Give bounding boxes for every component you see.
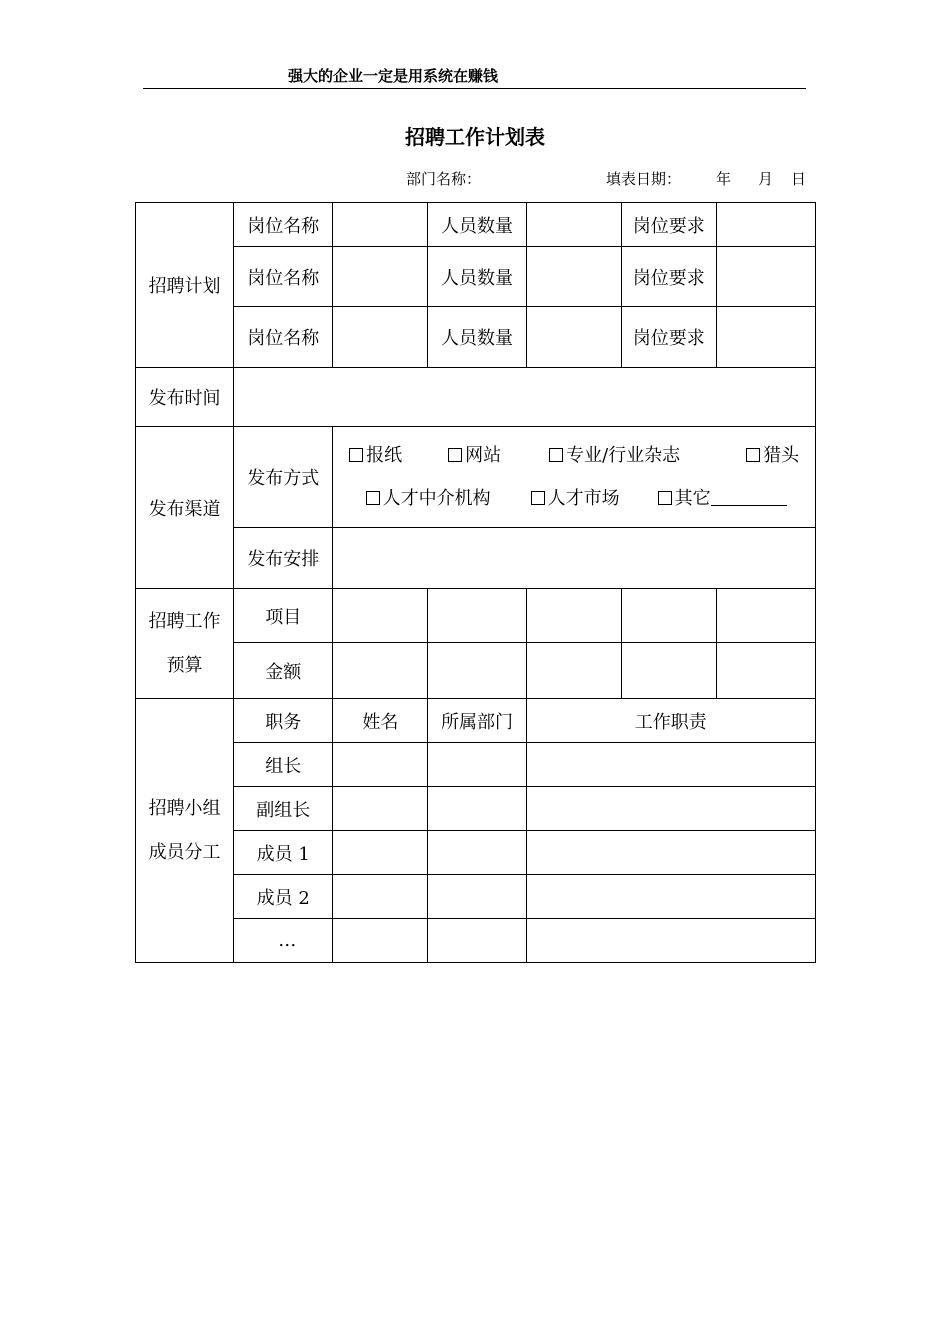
publish-schedule-cell[interactable] [333,528,816,589]
budget-section-label [136,589,234,699]
team-header-department: 所属部门 [428,699,526,743]
date-label: 填表日期： [606,170,682,188]
team-duties-cell[interactable] [526,831,815,875]
position-name-cell[interactable] [333,247,428,307]
headcount-cell[interactable] [526,247,621,307]
headcount-cell[interactable] [526,203,621,247]
team-member-row [136,787,816,831]
team-header-name: 姓名 [333,699,428,743]
publish-schedule-row [136,528,816,589]
position-requirement-label: 岗位要求 [621,247,716,307]
team-department-cell[interactable] [428,919,526,963]
option-label: 其它 [674,488,711,509]
position-name-label: 岗位名称 [234,247,333,307]
budget-item-cell[interactable] [716,589,815,643]
team-section-line: 成员分工 [148,841,221,863]
option-website[interactable] [448,434,501,477]
option-headhunter[interactable] [746,434,799,477]
option-label: 人才中介机构 [382,488,491,509]
budget-item-cell[interactable] [428,589,526,643]
publish-time-row [136,368,816,427]
team-department-cell[interactable] [428,743,526,787]
option-talent-agency[interactable] [366,477,491,520]
option-other[interactable] [658,477,787,520]
team-duties-cell[interactable] [526,919,815,963]
department-label: 部门名称： [406,170,482,188]
option-label: 网站 [465,445,502,466]
page-header-slogan: 强大的企业一定是用系统在赚钱 [288,67,499,85]
headcount-label: 人员数量 [428,247,526,307]
team-department-cell[interactable] [428,875,526,919]
plan-row [136,307,816,368]
options-row [333,434,815,477]
team-role-label: 成员 1 [234,831,333,875]
form-title: 招聘工作计划表 [405,125,545,149]
plan-row [136,247,816,307]
publish-time-label: 发布时间 [136,368,234,427]
budget-amount-cell[interactable] [716,643,815,699]
team-section-label [136,699,234,963]
budget-section-line: 预算 [166,654,203,676]
team-header-role: 职务 [234,699,333,743]
team-member-row [136,743,816,787]
option-label: 人才市场 [547,488,620,509]
team-name-cell[interactable] [333,919,428,963]
position-requirement-cell[interactable] [716,307,815,368]
budget-amount-cell[interactable] [526,643,621,699]
option-label: 专业/行业杂志 [566,445,681,466]
budget-item-row [136,589,816,643]
team-header-row [136,699,816,743]
checkbox-icon [366,491,380,505]
budget-amount-label: 金额 [234,643,333,699]
checkbox-icon [349,448,363,462]
recruitment-plan-table [135,202,816,963]
checkbox-icon [531,491,545,505]
team-member-row [136,919,816,963]
channel-section-label: 发布渠道 [136,427,234,589]
option-industry-magazine[interactable] [549,434,680,477]
budget-amount-cell[interactable] [428,643,526,699]
position-name-cell[interactable] [333,203,428,247]
position-requirement-label: 岗位要求 [621,307,716,368]
publish-time-cell[interactable] [234,368,816,427]
budget-item-label: 项目 [234,589,333,643]
budget-amount-cell[interactable] [621,643,716,699]
option-label: 报纸 [366,445,403,466]
team-role-label: 组长 [234,743,333,787]
team-section-line: 招聘小组 [148,797,221,819]
budget-item-cell[interactable] [621,589,716,643]
budget-section-line: 招聘工作 [148,610,221,632]
position-name-label: 岗位名称 [234,307,333,368]
publish-method-label: 发布方式 [234,427,333,528]
team-name-cell[interactable] [333,787,428,831]
headcount-label: 人员数量 [428,307,526,368]
position-name-label: 岗位名称 [234,203,333,247]
team-header-duties: 工作职责 [526,699,815,743]
date-month-label: 月 [758,170,774,188]
team-duties-cell[interactable] [526,787,815,831]
position-requirement-label: 岗位要求 [621,203,716,247]
publish-method-options [333,427,816,528]
budget-item-cell[interactable] [526,589,621,643]
team-department-cell[interactable] [428,787,526,831]
publish-schedule-label: 发布安排 [234,528,333,589]
team-role-label: 副组长 [234,787,333,831]
budget-amount-row [136,643,816,699]
checkbox-icon [549,448,563,462]
options-row [333,477,815,520]
checkbox-icon [448,448,462,462]
team-name-cell[interactable] [333,875,428,919]
position-requirement-cell[interactable] [716,203,815,247]
team-member-row [136,875,816,919]
date-day-label: 日 [791,170,807,188]
option-label: 猎头 [763,445,800,466]
budget-amount-cell[interactable] [333,643,428,699]
header-rule [143,88,806,89]
team-name-cell[interactable] [333,743,428,787]
headcount-label: 人员数量 [428,203,526,247]
date-year-label: 年 [716,170,732,188]
position-requirement-cell[interactable] [716,247,815,307]
plan-section-label: 招聘计划 [136,203,234,368]
headcount-cell[interactable] [526,307,621,368]
team-role-label: … [234,919,333,963]
other-blank-line[interactable] [711,491,787,506]
option-talent-market[interactable] [531,477,620,520]
team-department-cell[interactable] [428,831,526,875]
position-name-cell[interactable] [333,307,428,368]
team-name-cell[interactable] [333,831,428,875]
team-role-label: 成员 2 [234,875,333,919]
team-duties-cell[interactable] [526,875,815,919]
checkbox-icon [746,448,760,462]
checkbox-icon [658,491,672,505]
publish-method-row [136,427,816,528]
team-member-row [136,831,816,875]
option-newspaper[interactable] [349,434,402,477]
budget-item-cell[interactable] [333,589,428,643]
plan-row [136,203,816,247]
team-duties-cell[interactable] [526,743,815,787]
